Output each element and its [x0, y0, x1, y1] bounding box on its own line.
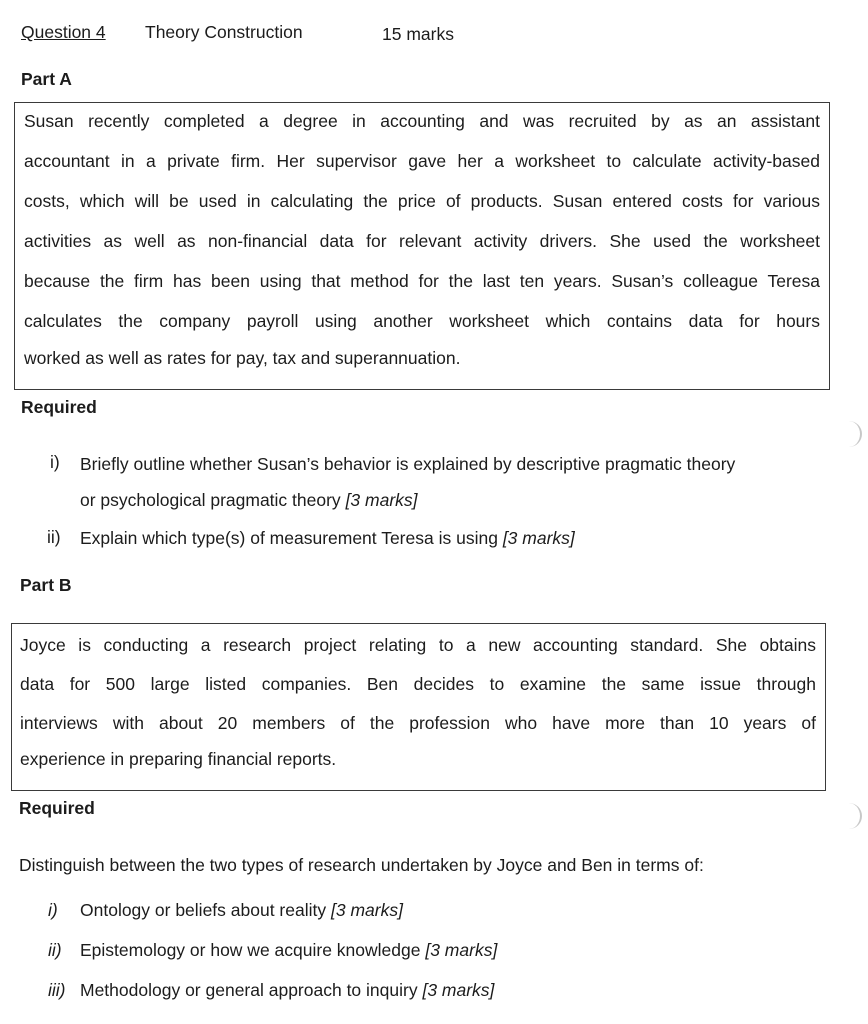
part-a-required-label: Required: [21, 397, 97, 417]
part-b-required-label: Required: [19, 798, 95, 818]
list-item-number: iii): [48, 980, 66, 1000]
part-a-q1-text-line2: or psychological pragmatic theory: [80, 490, 341, 510]
part-b-scenario-line: Joyce is conducting a research project relating to a new accounting standard. She obtains: [20, 635, 816, 655]
list-item: [48, 980, 494, 1001]
part-a-label: Part A: [21, 69, 72, 89]
list-item-text: Ontology or beliefs about reality: [80, 900, 327, 920]
list-item: [48, 900, 403, 921]
part-a-scenario-line: worked as well as rates for pay, tax and superannuation.: [24, 348, 461, 368]
part-b-scenario-box: [11, 623, 826, 791]
part-a-q2-number: ii): [47, 527, 61, 547]
part-a-q1-number: i): [50, 452, 60, 472]
part-a-scenario-line: because the firm has been using that method for the last ten years. Susan’s colleague Teresa: [24, 271, 820, 291]
list-item-number: i): [48, 900, 58, 920]
part-a-q2-line: [80, 528, 575, 549]
part-a-scenario-line: calculates the company payroll using another worksheet which contains data for hours: [24, 311, 820, 331]
part-b-label: Part B: [20, 575, 72, 595]
part-b-scenario-line: data for 500 large listed companies. Ben decides to examine the same issue through: [20, 674, 816, 694]
list-item-text: Epistemology or how we acquire knowledge: [80, 940, 421, 960]
question-marks: 15 marks: [382, 24, 454, 44]
list-item-marks: [3 marks]: [425, 940, 498, 960]
part-b-scenario-line: experience in preparing financial reports.: [20, 749, 337, 769]
part-a-q1-marks: [3 marks]: [345, 490, 418, 510]
list-item: [48, 940, 497, 961]
part-a-scenario-line: activities as well as non-financial data for relevant activity drivers. She used the worksheet: [24, 231, 820, 251]
part-a-scenario-line: costs, which will be used in calculating the price of products. Susan entered costs for various: [24, 191, 820, 211]
part-a-q1-text: Briefly outline whether Susan’s behavior is explained by descriptive pragmatic theory: [80, 454, 736, 474]
part-b-scenario-line: interviews with about 20 members of the profession who have more than 10 years of: [20, 713, 816, 733]
scan-artifact: [846, 421, 862, 447]
list-item-marks: [3 marks]: [331, 900, 403, 920]
part-b-intro: Distinguish between the two types of research undertaken by Joyce and Ben in terms of:: [19, 855, 704, 875]
part-a-q2-marks: [3 marks]: [502, 528, 575, 548]
list-item-number: ii): [48, 940, 62, 960]
part-a-scenario-box: [14, 102, 830, 390]
part-a-scenario-line: Susan recently completed a degree in accounting and was recruited by as an assistant: [24, 111, 820, 131]
question-topic: Theory Construction: [145, 22, 303, 42]
list-item-text: Methodology or general approach to inquiry: [80, 980, 418, 1000]
scan-artifact: [846, 803, 862, 829]
list-item-marks: [3 marks]: [422, 980, 495, 1000]
part-a-scenario-line: accountant in a private firm. Her supervisor gave her a worksheet to calculate activity-based: [24, 151, 820, 171]
question-number: Question 4: [21, 22, 106, 42]
part-a-q1-text-cont: [80, 490, 418, 511]
part-a-q2-text: Explain which type(s) of measurement Teresa is using: [80, 528, 498, 548]
